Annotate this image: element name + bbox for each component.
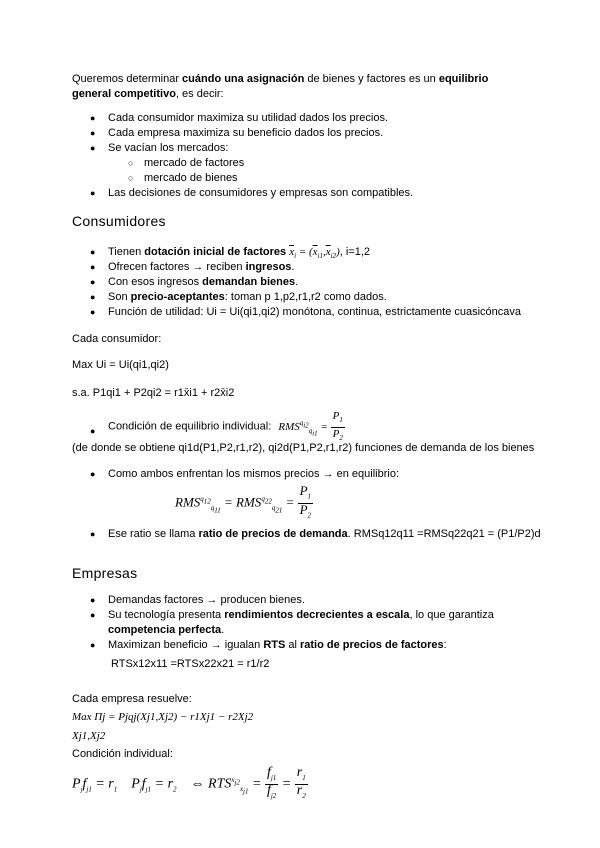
marginal-product-fraction: $\frac{f_{j1}}{f_{j2}}$ [266, 765, 277, 800]
intro-bold-3: general competitivo [72, 88, 176, 100]
text: , i=1,2 [339, 246, 371, 258]
text: al [285, 639, 300, 651]
bold-text: rendimientos decrecientes a escala [224, 609, 410, 621]
bold-text: ingresos [245, 261, 292, 273]
list-item [90, 275, 299, 290]
rts-formula: RTSx12x11 =RTSx22x21 = r1/r2 [111, 658, 270, 670]
list-item [90, 186, 414, 201]
text: Demandas factores → producen bienes. [108, 594, 305, 606]
price-ratio-fraction: $\frac{P_1}{P_2}$ [332, 410, 343, 442]
section-heading-empresas: Empresas [72, 565, 138, 581]
bullet-icon: ● [90, 595, 96, 605]
max-utility-formula: Max Ui = Ui(qi1,qi2) [72, 359, 169, 371]
paragraph: Cada empresa resuelve: [72, 693, 192, 705]
list-item-text: Se vacían los mercados: [108, 142, 229, 154]
text: Función de utilidad: Ui = Ui(qi1,qi2) monótona, continua, estrictamente cuasicóncava [108, 306, 522, 318]
bold-text: precio-aceptantes [130, 291, 225, 303]
text: Como ambos enfrentan los mismos precios → en equilibrio: [108, 468, 400, 480]
text: Tienen [108, 246, 145, 258]
text: Maximizan beneficio → igualan [108, 639, 264, 651]
list-item [90, 141, 229, 156]
sub-list-item-text: mercado de bienes [144, 172, 238, 184]
intro-bold-1: cuándo una asignación [182, 73, 305, 85]
bullet-icon: ● [90, 640, 96, 650]
bullet-icon: ● [90, 128, 96, 138]
firm-condition-formula: $P_jf_{j1} = r_1$ $P_jf_{j1} = r_2$ ⇔ $RTS^{x_{j2}}_{x_{j1}}$ = $\frac{f_{j1}}{f_{j2}}$ = $\frac{r_1}{r_2}$ [72, 765, 306, 800]
bold-text: dotación inicial de factores [144, 246, 287, 258]
bullet-icon: ● [90, 469, 96, 479]
list-item [90, 527, 541, 542]
budget-constraint-formula: s.a. P1qi1 + P2qi2 = r1x̄i1 + r2x̄i2 [72, 387, 235, 399]
bold-text: ratio de precios de factores [300, 639, 444, 651]
bullet-icon: ● [90, 426, 96, 436]
sub-list-item [128, 171, 238, 186]
choice-variables: Xj1,Xj2 [72, 730, 106, 742]
list-item [90, 305, 522, 320]
list-item [90, 608, 494, 623]
list-item [90, 260, 295, 275]
paragraph: Condición individual: [72, 748, 173, 760]
circle-bullet-icon: ○ [128, 158, 134, 168]
bold-text: RTS [263, 639, 286, 651]
text: Ese ratio se llama [108, 528, 199, 540]
rms-formula: $RMS^{q_{i2}}_{q_{i1}}$ = $\frac{P_1}{P_2}$ [278, 410, 343, 442]
sub-list-item [128, 156, 245, 171]
price-ratio-fraction: $\frac{P_1}{P_2}$ [299, 483, 312, 520]
paragraph: (de donde se obtiene qi1d(P1,P2,r1,r2), qi2d(P1,P2,r1,r2) funciones de demanda de los bienes [72, 442, 535, 454]
bullet-icon: ● [90, 529, 96, 539]
bullet-icon: ● [90, 277, 96, 287]
bullet-icon: ● [90, 292, 96, 302]
text: : toman p 1,p2,r1,r2 como dados. [224, 291, 387, 303]
equilibrium-formula: $RMS^{q_{12}}_{q_{11}} = RMS^{q_{22}}_{q_{21}}$ = $\frac{P_1}{P_2}$ [175, 483, 312, 520]
endowment-formula: $\overline{x}_i = (\overline{x}_{i1},\overline{x}_{i2})$ [289, 246, 340, 261]
bold-text: competencia perfecta [108, 624, 222, 636]
bullet-icon: ● [90, 143, 96, 153]
list-item-continuation [108, 623, 224, 638]
bullet-icon: ● [90, 610, 96, 620]
list-item-text: Cada consumidor maximiza su utilidad dados los precios. [108, 112, 389, 124]
list-item [90, 593, 305, 608]
list-item [90, 467, 400, 482]
list-item [90, 638, 447, 653]
section-heading-consumidores: Consumidores [72, 213, 166, 229]
text: : [443, 639, 447, 651]
text: . [295, 276, 299, 288]
list-item-text: Cada empresa maximiza su beneficio dados los precios. [108, 127, 384, 139]
factor-price-fraction: $\frac{r_1}{r_2}$ [296, 765, 306, 800]
intro-text-2: de bienes y factores es un [304, 73, 439, 85]
sub-list-item-text: mercado de factores [144, 157, 245, 169]
intro-paragraph [72, 72, 488, 102]
bold-text: ratio de precios de demanda [198, 528, 348, 540]
profit-max-formula: Max Πj = Pjqj(Xj1,Xj2) − r1Xj1 − r2Xj2 [72, 711, 254, 723]
list-item [90, 126, 384, 141]
intro-text-3: , es decir: [175, 88, 224, 100]
bold-text: demandan bienes [202, 276, 296, 288]
text: . [291, 261, 295, 273]
text: Condición de equilibrio individual: [108, 420, 272, 433]
bullet-icon: ● [90, 307, 96, 317]
text: Son [108, 291, 131, 303]
text: Ofrecen factores → reciben [108, 261, 246, 273]
intro-text-1: Queremos determinar [72, 73, 183, 85]
circle-bullet-icon: ○ [128, 173, 134, 183]
text: . RMSq12q11 =RMSq22q21 = (P1/P2)d [347, 528, 541, 540]
paragraph: Cada consumidor: [72, 333, 162, 345]
bullet-icon: ● [90, 247, 96, 257]
list-item-text: Las decisiones de consumidores y empresas son compatibles. [108, 187, 414, 199]
text: Su tecnología presenta [108, 609, 225, 621]
bullet-icon: ● [90, 262, 96, 272]
bullet-icon: ● [90, 113, 96, 123]
bullet-icon: ● [90, 188, 96, 198]
list-item [90, 111, 389, 126]
text: . [221, 624, 225, 636]
list-item [90, 290, 387, 305]
text: Con esos ingresos [108, 276, 203, 288]
intro-bold-2: equilibrio [438, 73, 489, 85]
text: , lo que garantiza [409, 609, 494, 621]
